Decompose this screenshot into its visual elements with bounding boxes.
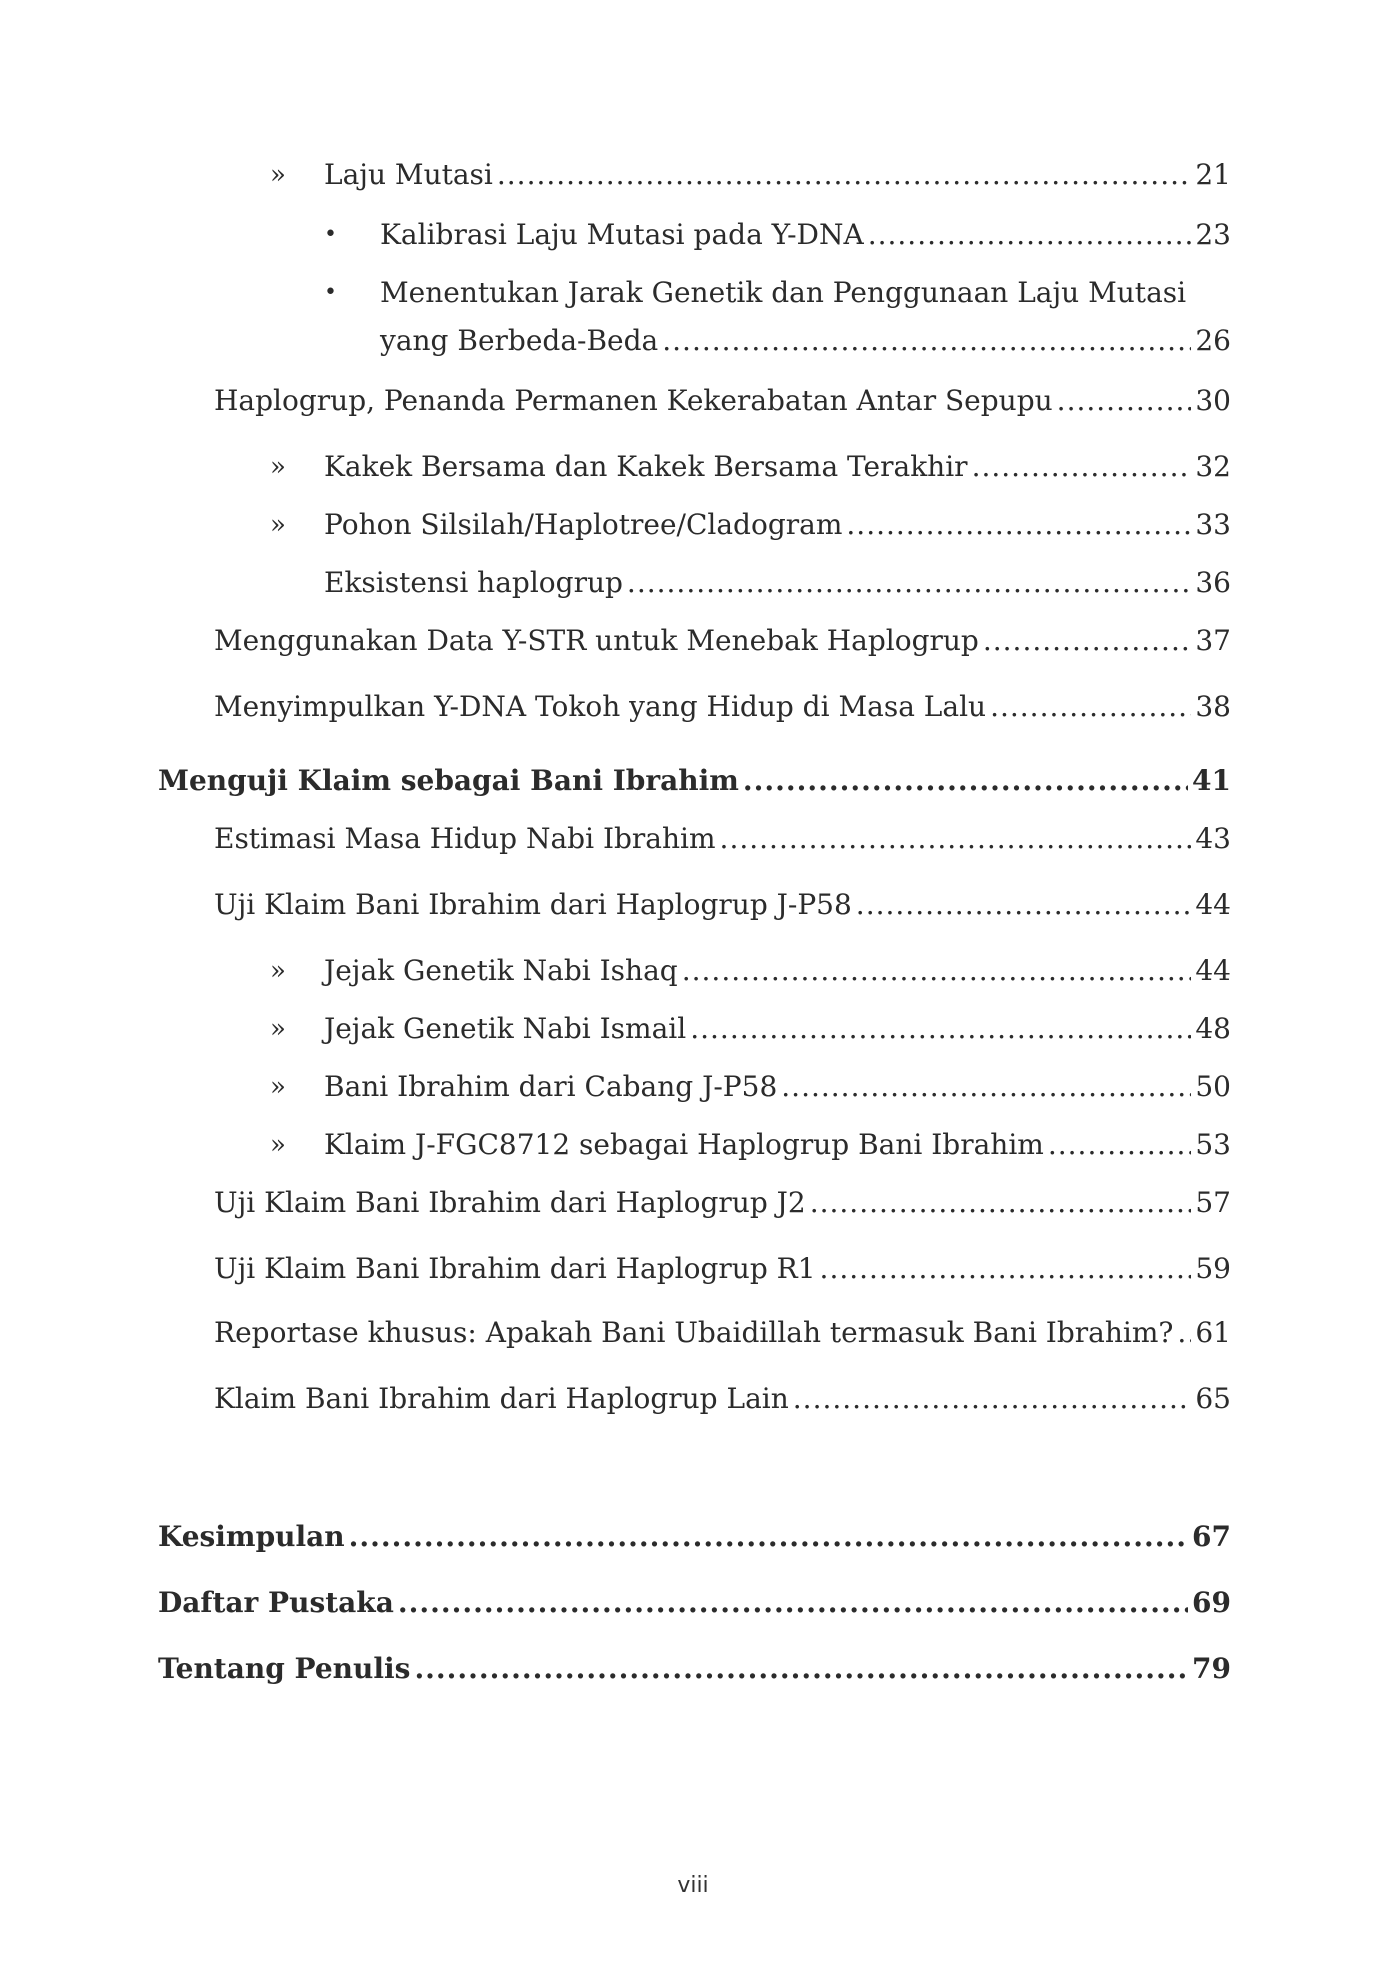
toc-entry-title: Estimasi Masa Hidup Nabi Ibrahim xyxy=(214,822,716,855)
chevron-marker: » xyxy=(270,1130,286,1160)
toc-entry-page: 36 xyxy=(1195,566,1231,599)
toc-entry-title: Uji Klaim Bani Ibrahim dari Haplogrup J-P58 xyxy=(214,888,852,921)
toc-entry-title: Pohon Silsilah/Haplotree/Cladogram xyxy=(324,508,843,541)
toc-entry[interactable] xyxy=(214,820,1231,858)
leader-dots xyxy=(856,886,1192,924)
chevron-marker: » xyxy=(270,956,286,986)
toc-entry[interactable] xyxy=(324,952,1231,990)
toc-entry-title-line1: Menentukan Jarak Genetik dan Penggunaan Laju Mutasi xyxy=(380,276,1187,309)
toc-entry-page: 67 xyxy=(1192,1520,1231,1553)
toc-entry[interactable] xyxy=(214,1250,1231,1288)
toc-entry-page: 79 xyxy=(1192,1652,1231,1685)
toc-entry-page: 26 xyxy=(1195,324,1231,357)
toc-entry-title: yang Berbeda-Beda xyxy=(380,324,659,357)
leader-dots xyxy=(398,1584,1188,1622)
toc-entry-title: Menyimpulkan Y-DNA Tokoh yang Hidup di Masa Lalu xyxy=(214,690,987,723)
leader-dots xyxy=(627,564,1191,602)
toc-entry-title: Jejak Genetik Nabi Ishaq xyxy=(324,954,678,987)
toc-entry[interactable] xyxy=(324,1126,1231,1164)
leader-dots xyxy=(414,1650,1188,1688)
toc-entry-page: 48 xyxy=(1195,1012,1231,1045)
leader-dots xyxy=(983,622,1192,660)
leader-dots xyxy=(720,820,1192,858)
toc-entry-page: 69 xyxy=(1192,1586,1231,1619)
toc-entry-page: 44 xyxy=(1195,954,1231,987)
toc-entry[interactable] xyxy=(324,1010,1231,1048)
toc-entry-page: 57 xyxy=(1195,1186,1231,1219)
toc-entry-page: 50 xyxy=(1195,1070,1231,1103)
leader-dots xyxy=(820,1250,1192,1288)
leader-dots xyxy=(810,1184,1192,1222)
leader-dots xyxy=(1177,1314,1191,1352)
leader-dots xyxy=(781,1068,1191,1106)
toc-entry-title: Bani Ibrahim dari Cabang J-P58 xyxy=(324,1070,778,1103)
toc-chapter[interactable] xyxy=(158,762,1231,800)
toc-entry-title: Jejak Genetik Nabi Ismail xyxy=(324,1012,687,1045)
toc-entry-title: Reportase khusus: Apakah Bani Ubaidillah termasuk Bani Ibrahim? xyxy=(214,1316,1174,1349)
toc-entry-page: 43 xyxy=(1195,822,1231,855)
page-number: viii xyxy=(677,1873,709,1898)
toc-entry-page: 65 xyxy=(1195,1382,1231,1415)
toc-entry-page: 23 xyxy=(1195,218,1231,251)
chevron-marker: » xyxy=(270,160,286,190)
toc-entry[interactable] xyxy=(324,506,1231,544)
toc-entry-page: 61 xyxy=(1195,1316,1231,1349)
toc-entry[interactable] xyxy=(324,564,1231,602)
toc-entry-title: Kakek Bersama dan Kakek Bersama Terakhir xyxy=(324,450,968,483)
leader-dots xyxy=(793,1380,1192,1418)
toc-entry-title: Uji Klaim Bani Ibrahim dari Haplogrup J2 xyxy=(214,1186,806,1219)
toc-chapter[interactable] xyxy=(158,1518,1231,1556)
chevron-marker: » xyxy=(270,1014,286,1044)
toc-entry[interactable] xyxy=(380,322,1231,360)
toc-entry[interactable] xyxy=(214,382,1231,420)
leader-dots xyxy=(868,216,1192,254)
leader-dots xyxy=(990,688,1191,726)
toc-entry-title: Menguji Klaim sebagai Bani Ibrahim xyxy=(158,764,739,797)
toc-entry-title: Laju Mutasi xyxy=(324,158,493,191)
leader-dots xyxy=(1057,382,1192,420)
toc-entry-title: Haplogrup, Penanda Permanen Kekerabatan Antar Sepupu xyxy=(214,384,1053,417)
toc-entry-title: Uji Klaim Bani Ibrahim dari Haplogrup R1 xyxy=(214,1252,816,1285)
toc-entry[interactable] xyxy=(214,1380,1231,1418)
toc-entry[interactable] xyxy=(214,1314,1231,1352)
toc-entry-title: Tentang Penulis xyxy=(158,1652,411,1685)
toc-entry-page: 44 xyxy=(1195,888,1231,921)
toc-entry[interactable] xyxy=(324,1068,1231,1106)
leader-dots xyxy=(846,506,1191,544)
toc-entry-page: 41 xyxy=(1192,764,1231,797)
leader-dots xyxy=(349,1518,1188,1556)
leader-dots xyxy=(662,322,1191,360)
toc-entry[interactable] xyxy=(214,886,1231,924)
chevron-marker: » xyxy=(270,510,286,540)
toc-entry-page: 59 xyxy=(1195,1252,1231,1285)
toc-entry[interactable] xyxy=(324,156,1231,194)
bullet-marker: • xyxy=(324,280,337,305)
chevron-marker: » xyxy=(270,1072,286,1102)
toc-entry-title: Daftar Pustaka xyxy=(158,1586,394,1619)
toc-entry-title: Klaim Bani Ibrahim dari Haplogrup Lain xyxy=(214,1382,789,1415)
toc-entry[interactable] xyxy=(380,216,1231,254)
toc-entry-title: Kesimpulan xyxy=(158,1520,345,1553)
bullet-marker: • xyxy=(324,222,337,247)
leader-dots xyxy=(682,952,1192,990)
chevron-marker: » xyxy=(270,452,286,482)
leader-dots xyxy=(743,762,1188,800)
leader-dots xyxy=(497,156,1191,194)
leader-dots xyxy=(690,1010,1191,1048)
toc-entry-title: Eksistensi haplogrup xyxy=(324,566,623,599)
toc-entry-title: Kalibrasi Laju Mutasi pada Y-DNA xyxy=(380,218,864,251)
toc-entry-page: 37 xyxy=(1195,624,1231,657)
toc-entry-page: 53 xyxy=(1195,1128,1231,1161)
toc-entry-page: 30 xyxy=(1195,384,1231,417)
toc-entry-title: Menggunakan Data Y-STR untuk Menebak Haplogrup xyxy=(214,624,979,657)
leader-dots xyxy=(1048,1126,1192,1164)
toc-entry-page: 38 xyxy=(1195,690,1231,723)
toc-entry[interactable] xyxy=(214,688,1231,726)
toc-entry-page: 32 xyxy=(1195,450,1231,483)
toc-entry-page: 33 xyxy=(1195,508,1231,541)
toc-entry[interactable] xyxy=(214,1184,1231,1222)
toc-chapter[interactable] xyxy=(158,1650,1231,1688)
leader-dots xyxy=(972,448,1192,486)
toc-entry[interactable] xyxy=(214,622,1231,660)
toc-entry[interactable] xyxy=(324,448,1231,486)
toc-entry-title: Klaim J-FGC8712 sebagai Haplogrup Bani Ibrahim xyxy=(324,1128,1044,1161)
toc-chapter[interactable] xyxy=(158,1584,1231,1622)
toc-entry-page: 21 xyxy=(1195,158,1231,191)
